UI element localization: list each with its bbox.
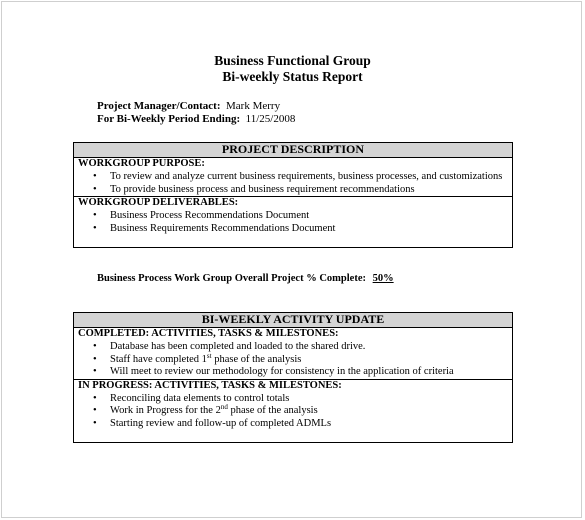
completed-heading: COMPLETED: ACTIVITIES, TASKS & MILESTONES:: [78, 328, 339, 339]
period-line: [97, 113, 295, 126]
activity-update-table: [73, 312, 513, 443]
period-value: 11/25/2008: [245, 113, 296, 125]
progress-item-text: Starting review and follow-up of completed ADMLs: [110, 417, 332, 429]
ordinal-suffix: nd: [220, 403, 228, 411]
overall-complete-line: [97, 273, 394, 284]
list-item: [74, 210, 512, 223]
completed-item-text: Staff have completed 1: [110, 353, 207, 365]
list-item: [74, 366, 512, 379]
bullet-icon: •: [93, 341, 97, 352]
completed-item-text: Database has been completed and loaded to the shared drive.: [110, 341, 366, 352]
list-item: [74, 341, 512, 354]
project-description-table: [73, 142, 513, 248]
list-item: [74, 405, 512, 418]
report-subtitle: Bi-weekly Status Report: [222, 69, 363, 84]
report-title: Business Functional Group: [214, 53, 371, 68]
list-item: [74, 418, 512, 431]
completed-list: [74, 341, 512, 379]
bullet-icon: •: [93, 417, 97, 429]
list-item: [74, 393, 512, 406]
progress-heading: IN PROGRESS: ACTIVITIES, TASKS & MILESTONES:: [78, 379, 342, 391]
period-label: For Bi-Weekly Period Ending:: [97, 113, 241, 125]
list-item: [74, 184, 512, 197]
progress-list: [74, 393, 512, 431]
deliverable-item-text: Business Requirements Recommendations Document: [110, 222, 336, 234]
overall-complete-label: Business Process Work Group Overall Project % Complete:: [97, 273, 366, 284]
overall-complete-value: 50%: [372, 273, 394, 284]
bullet-icon: •: [93, 353, 97, 365]
manager-label: Project Manager/Contact:: [97, 100, 221, 112]
purpose-heading: WORKGROUP PURPOSE:: [78, 158, 205, 169]
deliverables-list: [74, 210, 512, 235]
progress-item-text: Reconciling data elements to control totals: [110, 392, 290, 404]
purpose-list: [74, 171, 512, 196]
activity-update-heading: BI-WEEKLY ACTIVITY UPDATE: [74, 313, 512, 328]
completed-item-text: Will meet to review our methodology for consistency in the application of criteria: [110, 366, 454, 377]
bullet-icon: •: [93, 183, 97, 195]
list-item: [74, 171, 512, 184]
completed-item-text-tail: phase of the analysis: [211, 353, 302, 365]
bullet-icon: •: [93, 366, 97, 377]
deliverables-heading: WORKGROUP DELIVERABLES:: [78, 197, 239, 208]
manager-line: [97, 100, 280, 113]
purpose-item-text: To review and analyze current business requirements, business processes, and customizations: [110, 171, 503, 182]
list-item: [74, 223, 512, 236]
deliverable-item-text: Business Process Recommendations Document: [110, 210, 310, 221]
list-item: [74, 351, 512, 367]
progress-item-text-tail: phase of the analysis: [227, 405, 318, 416]
bullet-icon: •: [93, 210, 97, 221]
progress-item-text: Work in Progress for the 2: [110, 405, 221, 416]
project-description-heading: PROJECT DESCRIPTION: [74, 143, 512, 158]
bullet-icon: •: [93, 405, 97, 416]
bullet-icon: •: [93, 392, 97, 404]
bullet-icon: •: [93, 171, 97, 182]
purpose-item-text: To provide business process and business requirement recommendations: [110, 183, 415, 195]
bullet-icon: •: [93, 222, 97, 234]
ordinal-suffix: st: [206, 351, 212, 360]
manager-value: Mark Merry: [226, 100, 281, 112]
